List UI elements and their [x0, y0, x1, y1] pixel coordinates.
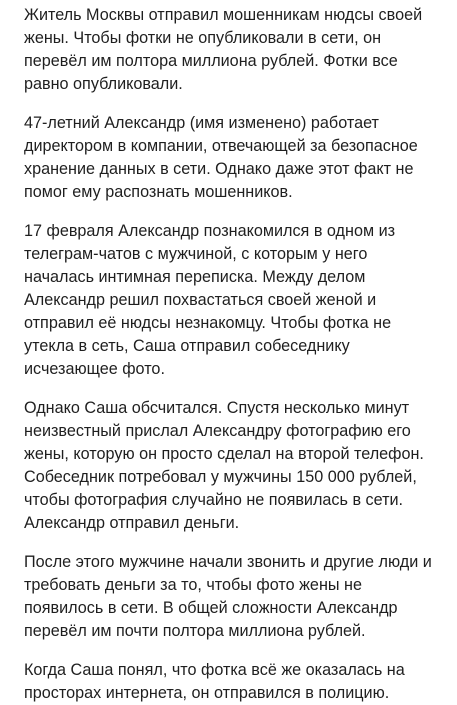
article-paragraph-1: Житель Москвы отправил мошенникам нюдсы своей жены. Чтобы фотки не опубликовали в сети, он перевёл им полтора миллиона рублей. Фотки все равно опубликовали. [24, 6, 423, 93]
article-paragraph-5: После этого мужчине начали звонить и другие люди и требовать деньги за то, чтобы фото жены не появилось в сети. В общей сложности Александр перевёл им почти полтора миллиона рублей. [24, 553, 432, 640]
article-paragraph-2: 47-летний Александр (имя изменено) работает директором в компании, отвечающей за безопасное хранение данных в сети. Однако даже этот факт не помог ему распознать мошенников. [24, 114, 418, 201]
article-paragraph-3: 17 февраля Александр познакомился в одном из телеграм-чатов с мужчиной, с которым у него началась интимная переписка. Между делом Александр решил похвастаться своей женой и отправил её нюдсы незнакомцу. Чтобы фотка не утекла в сеть, Саша отправил собеседнику исчезающее фото. [24, 222, 396, 378]
article-paragraph-4: Однако Саша обсчитался. Спустя несколько минут неизвестный прислал Александру фотографию его жены, которую он просто сделал на второй телефон. Собеседник потребовал у мужчины 150 000 рублей, чтобы фотография случайно не появилась в сети. Александр отправил деньги. [24, 399, 424, 532]
article-body [24, 4, 434, 705]
article-paragraph-6: Когда Саша понял, что фотка всё же оказалась на просторах интернета, он отправился в полицию. [24, 661, 405, 702]
